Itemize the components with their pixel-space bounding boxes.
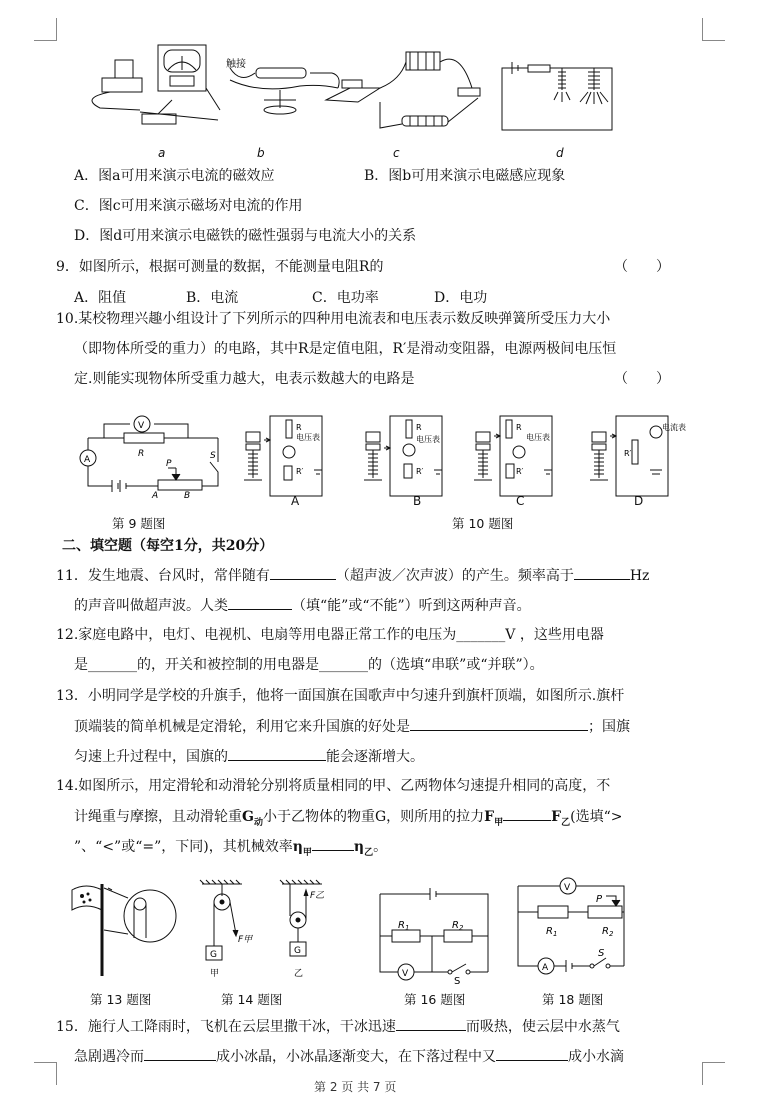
caption-fig18: 第 18 题图	[542, 992, 604, 1007]
q14-text-4: ”、“<”或“=”，下同)，其机械效率	[74, 839, 293, 855]
fig14-f1-label: F甲	[238, 935, 253, 945]
q11-text-1: 11．发生地震、台风时，常伴随有	[56, 568, 270, 584]
q13-line-3	[74, 746, 424, 767]
fig10-circuit-b	[364, 416, 442, 496]
fig-b-needle	[230, 68, 339, 114]
q13-text-3: 匀速上升过程中，国旗的	[74, 749, 228, 765]
fig18-r2-label: $R_2$	[602, 926, 614, 938]
q8-figures	[80, 40, 640, 145]
fig10-circuits	[240, 410, 686, 510]
q14-eta2-subscript: 乙	[364, 847, 374, 858]
caption-fig16: 第 16 题图	[404, 992, 466, 1007]
caption-fig14: 第 14 题图	[221, 992, 283, 1007]
q13-text-4: 能会逐渐增大。	[326, 749, 424, 765]
q11-text-2: （超声波／次声波）的产生。频率高于	[335, 568, 574, 584]
q14-text-2: 小于乙物体的物重G，则所用的拉力	[262, 809, 485, 825]
q12-line-2: 是_______的，开关和被控制的用电器是_______的（选填“串联”或“并联”）。	[74, 657, 544, 673]
q14-f2-subscript: 乙	[561, 817, 571, 828]
fig14-jia-label: 甲	[210, 969, 220, 979]
q12-line-1: 12.家庭电路中，电灯、电视机、电扇等用电器正常工作的电压为_______V ，这些用电器	[56, 627, 604, 643]
fig16-r1-label: $R_1$	[398, 920, 410, 932]
q9-option-d: D．电功	[434, 290, 488, 306]
q14-g-symbol: G	[242, 809, 254, 825]
fig10-option-a: A	[291, 494, 300, 508]
fig10-option-d: D	[634, 494, 644, 508]
caption-fig9: 第 9 题图	[112, 516, 166, 531]
q9-option-c: C．电功率	[312, 290, 379, 306]
fig-b-tag: 触接	[226, 59, 246, 70]
q8-option-a: A．图a可用来演示电流的磁效应	[74, 168, 275, 184]
fig18-circuit	[512, 874, 636, 978]
q11-blank-2[interactable]	[574, 565, 630, 580]
crop-mark-bottom-left	[34, 1062, 57, 1085]
q14-eta1-subscript: 甲	[302, 847, 312, 858]
caption-fig13: 第 13 题图	[90, 992, 152, 1007]
q8-option-b: B．图b可用来演示电磁感应现象	[364, 168, 566, 184]
fig18-s-label: S	[598, 948, 605, 959]
fig10-option-b: B	[413, 494, 422, 508]
fig10-b-rp-label: R′	[416, 467, 424, 476]
q9-option-b: B．电流	[186, 290, 239, 306]
section-2-note: （每空1分，共20分）	[132, 538, 274, 554]
section-2-heading	[62, 536, 273, 556]
fig9-voltmeter-label: V	[138, 421, 145, 431]
fig16-circuit	[374, 884, 498, 987]
q13-line-2	[74, 716, 630, 737]
fig-label-a: a	[158, 146, 166, 160]
q15-text-5: 成小水滴	[568, 1049, 624, 1065]
fig18-voltmeter-label: V	[564, 883, 571, 893]
fig16-s-label: S	[454, 976, 461, 987]
fig18-r1-label: $R_1$	[546, 926, 558, 938]
fig9-ammeter-label: A	[84, 455, 91, 465]
q13-text-1: 顶端装的简单机械是定滑轮，利用它来升国旗的好处是	[74, 719, 410, 735]
q14-g-subscript: 动	[253, 817, 263, 828]
fig14-f2-label: F乙	[310, 891, 325, 901]
section-2-title: 二、填空题	[62, 538, 132, 554]
q14-f1-symbol: F	[484, 809, 495, 825]
fig18-ammeter-label: A	[542, 963, 549, 973]
fig10-a-rp-label: R′	[296, 467, 304, 476]
q13-line-1: 13．小明同学是学校的升旗手，他将一面国旗在国歌声中匀速升到旗杆顶端，如图所示.旗杆	[56, 688, 625, 704]
fig-d-electromagnets	[502, 62, 612, 130]
fig9-s-label: S	[210, 451, 216, 461]
q14-eta1-symbol: η	[292, 839, 303, 855]
fig14-g2-label: G	[294, 946, 301, 956]
q11-line-2	[74, 595, 531, 616]
q8-option-d: D．图d可用来演示电磁铁的磁性强弱与电流大小的关系	[74, 228, 417, 244]
fig10-c-r-label: R	[516, 423, 522, 432]
q10-line-3: 定.则能实现物体所受重力越大，电表示数越大的电路是	[74, 371, 415, 387]
fig16-r2-label: $R_2$	[452, 920, 464, 932]
q8-option-c: C．图c可用来演示磁场对电流的作用	[74, 198, 303, 214]
fig16-voltmeter-label: V	[402, 969, 409, 979]
q10-line-1: 10.某校物理兴趣小组设计了下列所示的四种用电流表和电压表示数反映弹簧所受压力大小	[56, 311, 611, 327]
fig10-a-meter-label: 电压表	[296, 433, 320, 442]
q10-answer-paren: （ ）	[614, 371, 670, 387]
fig10-circuit-a	[244, 416, 322, 496]
q14-line-3	[74, 836, 387, 863]
crop-mark-top-right	[702, 18, 725, 41]
q15-text-1: 15．施行人工降雨时，飞机在云层里撒干冰，干冰迅速	[56, 1019, 396, 1035]
q14-line-2	[74, 806, 622, 833]
fig-label-c: c	[393, 146, 400, 160]
q14-text-1: 计绳重与摩擦，且动滑轮重	[74, 809, 242, 825]
q11-blank-1[interactable]	[270, 565, 336, 580]
fig10-b-r-label: R	[416, 423, 422, 432]
q14-text-3: (选填“>	[570, 809, 623, 825]
crop-mark-top-left	[34, 18, 57, 41]
q15-line-1	[56, 1016, 620, 1037]
q15-text-4: 成小冰晶，小冰晶逐渐变大，在下落过程中又	[216, 1049, 496, 1065]
q13-blank-1[interactable]	[410, 716, 588, 731]
fig10-b-meter-label: 电压表	[416, 435, 440, 444]
fig-a-galvanometer	[92, 45, 220, 124]
q15-text-2: 而吸热，使云层中水蒸气	[465, 1019, 620, 1035]
q13-blank-2[interactable]	[228, 746, 326, 761]
fig9-circuit	[68, 410, 228, 502]
q14-eta2-symbol: η	[353, 839, 365, 855]
q9-option-a: A．阻值	[74, 290, 127, 306]
q9-stem: 9．如图所示，根据可测量的数据，不能测量电阻R的	[56, 259, 384, 275]
fig13-flagpole	[68, 878, 188, 978]
fig10-circuit-c	[474, 416, 552, 496]
q11-text-3: Hz	[629, 568, 650, 584]
fig-c-motor	[326, 52, 480, 128]
q11-text-5: （填“能”或“不能”）听到这两种声音。	[292, 598, 531, 614]
q13-text-2: ；国旗	[588, 719, 630, 735]
fig-label-d: d	[556, 146, 564, 160]
fig10-a-r-label: R	[296, 423, 302, 432]
q14-f1-subscript: 甲	[494, 817, 504, 828]
q11-text-4: 的声音叫做超声波。人类	[74, 598, 228, 614]
q11-blank-3[interactable]	[228, 595, 292, 610]
fig10-d-rp-label: R′	[624, 449, 632, 458]
fig9-r-label: R	[138, 449, 145, 459]
q10-line-2: （即物体所受的重力）的电路，其中R是定值电阻，R′是滑动变阻器，电源两极间电压恒	[74, 341, 617, 357]
q15-blank-2[interactable]	[144, 1046, 216, 1061]
fig9-a-label: A	[152, 491, 159, 501]
q14-blank-2[interactable]	[312, 836, 354, 851]
q15-blank-1[interactable]	[396, 1016, 466, 1031]
fig9-b-label: B	[184, 491, 191, 501]
page-footer: 第 2 页 共 7 页	[314, 1080, 397, 1094]
fig14-yi-label: 乙	[294, 969, 304, 979]
fig10-c-rp-label: R′	[516, 467, 524, 476]
fig18-p-label: P	[596, 894, 603, 905]
q14-line-1: 14.如图所示，用定滑轮和动滑轮分别将质量相同的甲、乙两物体匀速提升相同的高度，不	[56, 778, 611, 794]
q14-f2-symbol: F	[551, 809, 562, 825]
fig14-g1-label: G	[210, 950, 217, 960]
fig9-p-label: P	[166, 459, 172, 469]
caption-fig10: 第 10 题图	[452, 516, 514, 531]
q15-text-3: 急剧遇冷而	[74, 1049, 144, 1065]
q15-line-2	[74, 1046, 624, 1067]
q9-answer-paren: （ ）	[614, 259, 670, 275]
q11-line-1	[56, 565, 649, 586]
fig10-d-meter-label: 电流表	[662, 423, 686, 432]
q15-blank-3[interactable]	[496, 1046, 568, 1061]
fig-label-b: b	[257, 146, 265, 160]
q14-blank-1[interactable]	[503, 806, 551, 821]
crop-mark-bottom-right	[702, 1062, 725, 1085]
fig10-option-c: C	[516, 494, 525, 508]
fig10-c-meter-label: 电压表	[526, 433, 550, 442]
q14-text-5: 。	[373, 839, 388, 855]
fig14-pulleys	[196, 880, 346, 982]
